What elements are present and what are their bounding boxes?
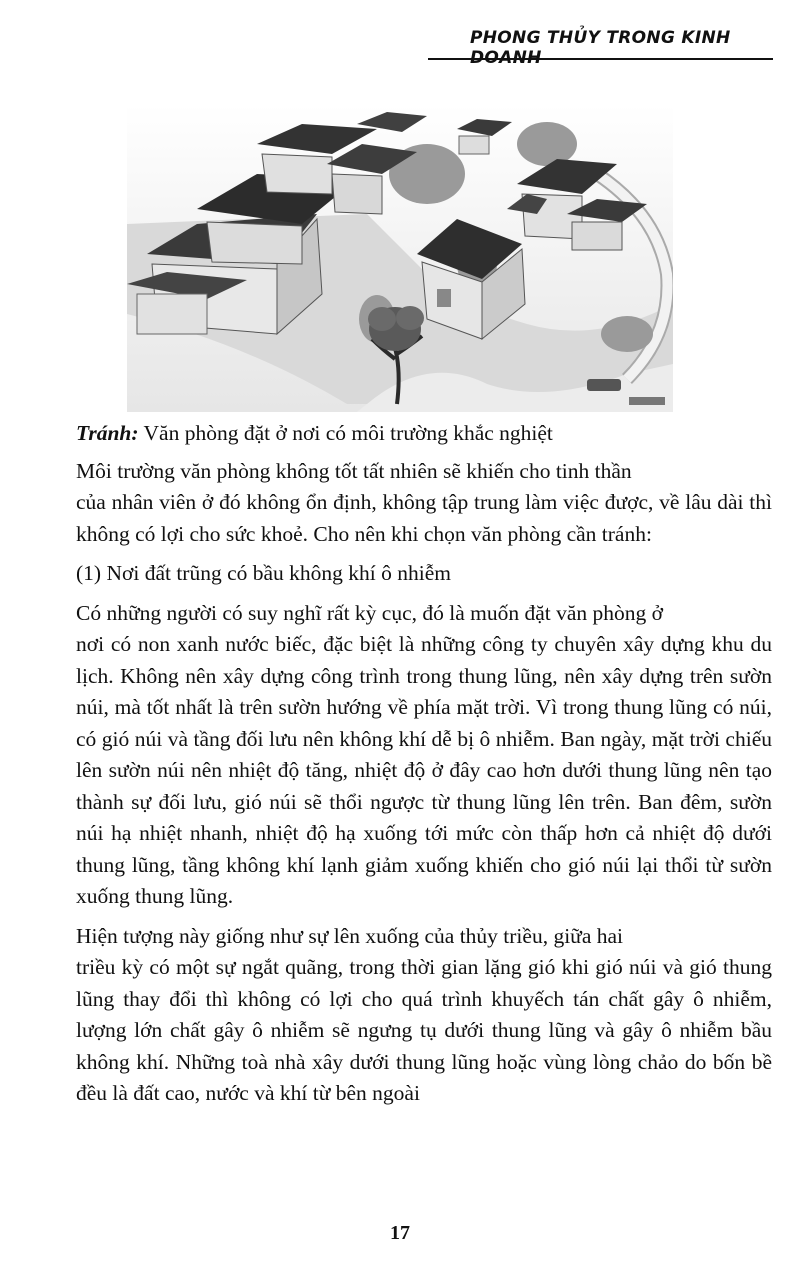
paragraph-1 — [76, 456, 772, 551]
village-illustration — [127, 104, 673, 412]
paragraph-3 — [76, 921, 772, 1110]
village-illustration-icon — [127, 104, 673, 412]
header-rule — [428, 58, 773, 60]
paragraph-2-first-line: Có những người có suy nghĩ rất kỳ cục, đó là muốn đặt văn phòng ở — [76, 600, 664, 625]
running-title: PHONG THỦY TRONG KINH DOANH — [470, 28, 731, 68]
heading-lead: Tránh: — [76, 421, 139, 445]
paragraph-2 — [76, 598, 772, 913]
heading-text: Văn phòng đặt ở nơi có môi trường khắc nghiệt — [138, 421, 553, 445]
body-text — [76, 418, 772, 1110]
paragraph-1-rest: của nhân viên ở đó không ổn định, không tập trung làm việc được, về lâu dài thì không có lợi cho sức khoẻ. Cho nên khi chọn văn phòng cần tránh: — [76, 490, 772, 546]
page-number: 17 — [390, 1222, 410, 1244]
paragraph-3-first-line: Hiện tượng này giống như sự lên xuống của thủy triều, giữa hai — [76, 923, 624, 948]
paragraph-3-rest: triều kỳ có một sự ngắt quãng, trong thời gian lặng gió khi gió núi và gió thung lũng thay đổi thì không có lợi cho quá trình khuyếch tán chất gây ô nhiễm, lượng lớn chất gây ô nhiễm sẽ ngưng tụ dưới thung lũng và gây ô nhiễm bầu không khí. Những toà nhà xây dưới thung lũng hoặc vùng lòng chảo do bốn bề đều là đất cao, nước và khí từ bên ngoài — [76, 955, 772, 1105]
section-heading — [76, 418, 772, 450]
paragraph-2-rest: nơi có non xanh nước biếc, đặc biệt là những công ty chuyên xây dựng khu du lịch. Không nên xây dựng công trình trong thung lũng, nên xây dựng trên sườn núi, mà tốt nhất là trên sườn hướng về phía mặt trời. Vì trong thung lũng có núi, có gió núi và tầng đối lưu nên không khí dễ bị ô nhiễm. Ban ngày, mặt trời chiếu lên sườn núi nên nhiệt độ tăng, nhiệt độ ở đây cao hơn dưới thung lũng nên tạo thành sự đối lưu, gió núi sẽ thổi ngược từ thung lũng lên trên. Ban đêm, sườn núi hạ nhiệt nhanh, nhiệt độ hạ xuống tới mức còn thấp hơn cả nhiệt độ dưới thung lũng, tầng không khí lạnh giảm xuống khiến cho gió núi lại thổi từ sườn xuống thung lũng. — [76, 632, 772, 908]
list-item-1: (1) Nơi đất trũng có bầu không khí ô nhiễm — [76, 561, 452, 585]
paragraph-1-first-line: Môi trường văn phòng không tốt tất nhiên sẽ khiến cho tinh thần — [76, 458, 632, 483]
